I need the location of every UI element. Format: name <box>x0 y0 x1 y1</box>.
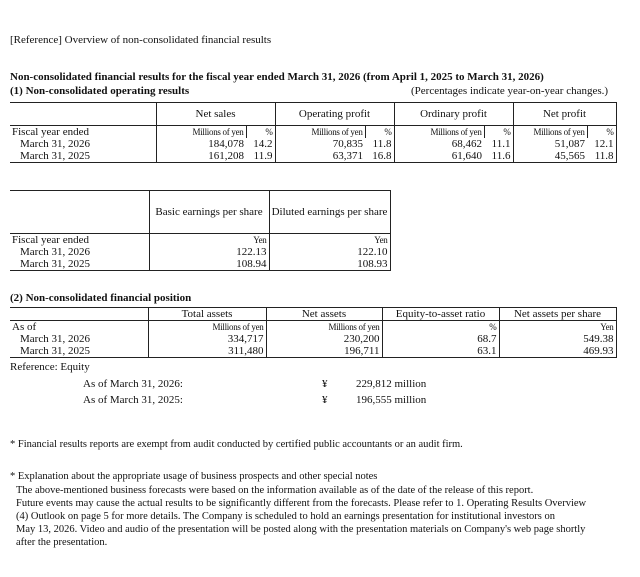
net-sales-value: 161,208 <box>156 150 246 163</box>
net-profit-pct: 11.8 <box>587 150 616 163</box>
unit-label: Millions of yen <box>148 321 266 334</box>
total-assets-value: 311,480 <box>148 345 266 358</box>
pct-label: % <box>246 126 275 139</box>
corner-cell <box>10 191 149 234</box>
net-profit-value: 51,087 <box>513 138 587 150</box>
net-assets-value: 196,711 <box>266 345 382 358</box>
total-assets-value: 334,717 <box>148 333 266 345</box>
table-row <box>10 150 616 163</box>
corner-cell <box>10 308 148 321</box>
audit-note: * Financial results reports are exempt from audit conducted by certified public accountants or an audit firm. <box>10 439 463 450</box>
section2-title: (2) Non-consolidated financial position <box>10 292 192 304</box>
nav-per-share-value: 469.93 <box>499 345 616 358</box>
corner-cell <box>10 103 156 126</box>
table-row <box>10 345 616 358</box>
net-profit-pct: 12.1 <box>587 138 616 150</box>
equity-ref-value: 229,812 million <box>356 378 427 390</box>
basic-eps-value: 108.94 <box>149 258 269 271</box>
yen-symbol: ¥ <box>322 378 328 390</box>
results-title: Non-consolidated financial results for the fiscal year ended March 31, 2026 (from April 1, 2025 to March 31, 2026) <box>10 71 544 83</box>
diluted-eps-header: Diluted earnings per share <box>269 191 390 234</box>
net-sales-pct: 11.9 <box>246 150 275 163</box>
nav-per-share-header: Net assets per share <box>499 308 616 321</box>
unit-label: Yen <box>149 234 269 247</box>
equity-ref-label: As of March 31, 2026: <box>83 378 183 390</box>
explanation-line: May 13, 2026. Video and audio of the presentation will be posted along with the presentation materials on Company's web page shortly <box>16 524 586 535</box>
row-label: March 31, 2026 <box>20 333 90 345</box>
ordinary-profit-value: 68,462 <box>394 138 484 150</box>
row-label-header: Fiscal year ended <box>10 234 149 247</box>
reference-title: [Reference] Overview of non-consolidated financial results <box>10 34 272 46</box>
diluted-eps-value: 108.93 <box>269 258 390 271</box>
table-row <box>10 246 390 258</box>
net-profit-value: 45,565 <box>513 150 587 163</box>
unit-label: Millions of yen <box>513 126 587 139</box>
operating-profit-pct: 11.8 <box>372 138 392 150</box>
equity-ratio-value: 68.7 <box>382 333 499 345</box>
net-assets-value: 230,200 <box>266 333 382 345</box>
row-label: March 31, 2026 <box>20 138 90 150</box>
equity-ref-value: 196,555 million <box>356 394 427 406</box>
ordinary-profit-pct: 11.1 <box>491 138 511 150</box>
net-profit-header: Net profit <box>513 103 616 126</box>
row-label: March 31, 2025 <box>10 345 148 358</box>
table-row <box>10 258 390 271</box>
explanation-line: (4) Outlook on page 5 for more details. The Company is scheduled to hold an earnings presentation for institutional investors on <box>16 511 555 522</box>
unit-label: Yen <box>499 321 616 334</box>
unit-label: Millions of yen <box>394 126 484 139</box>
yen-symbol: ¥ <box>322 394 328 406</box>
row-label: March 31, 2026 <box>20 246 90 258</box>
total-assets-header: Total assets <box>148 308 266 321</box>
basic-eps-value: 122.13 <box>149 246 269 258</box>
nav-per-share-value: 549.38 <box>499 333 616 345</box>
row-label: March 31, 2025 <box>10 258 149 271</box>
net-sales-header: Net sales <box>156 103 275 126</box>
explanation-line: after the presentation. <box>16 537 108 548</box>
unit-label: Millions of yen <box>156 126 246 139</box>
equity-ref-title: Reference: Equity <box>10 361 90 373</box>
equity-ratio-header: Equity-to-asset ratio <box>382 308 499 321</box>
unit-label: Yen <box>269 234 390 247</box>
unit-label: Millions of yen <box>275 126 365 139</box>
explanation-title: * Explanation about the appropriate usage of business prospects and other special notes <box>10 471 378 482</box>
diluted-eps-value: 122.10 <box>269 246 390 258</box>
financial-position-table <box>10 307 617 358</box>
table-row <box>10 138 616 150</box>
row-label-header: As of <box>10 321 148 334</box>
operating-profit-pct: 16.8 <box>365 150 394 163</box>
operating-profit-value: 70,835 <box>275 138 365 150</box>
equity-ref-label: As of March 31, 2025: <box>83 394 183 406</box>
explanation-line: Future events may cause the actual results to be significantly different from the forecasts. Please refer to 1. Operating Results Overview <box>16 498 587 509</box>
pct-label: % <box>365 126 394 139</box>
operating-results-table <box>10 102 617 163</box>
pct-label: % <box>484 126 513 139</box>
unit-label: Millions of yen <box>266 321 382 334</box>
basic-eps-header: Basic earnings per share <box>149 191 269 234</box>
section1-title: (1) Non-consolidated operating results <box>10 85 190 97</box>
unit-label: % <box>382 321 499 334</box>
equity-ratio-value: 63.1 <box>382 345 499 358</box>
section1-note: (Percentages indicate year-on-year changes.) <box>411 85 609 97</box>
operating-profit-value: 63,371 <box>275 150 365 163</box>
explanation-line: The above-mentioned business forecasts were based on the information available as of the date of the release of this report. <box>16 485 534 496</box>
eps-table <box>10 190 391 271</box>
ordinary-profit-value: 61,640 <box>394 150 484 163</box>
ordinary-profit-header: Ordinary profit <box>394 103 513 126</box>
net-sales-value: 184,078 <box>156 138 246 150</box>
pct-label: % <box>587 126 616 139</box>
ordinary-profit-pct: 11.6 <box>484 150 513 163</box>
row-label-header: Fiscal year ended <box>10 126 156 139</box>
net-assets-header: Net assets <box>266 308 382 321</box>
table-row <box>10 333 616 345</box>
net-sales-pct: 14.2 <box>253 138 273 150</box>
row-label: March 31, 2025 <box>10 150 156 163</box>
operating-profit-header: Operating profit <box>275 103 394 126</box>
